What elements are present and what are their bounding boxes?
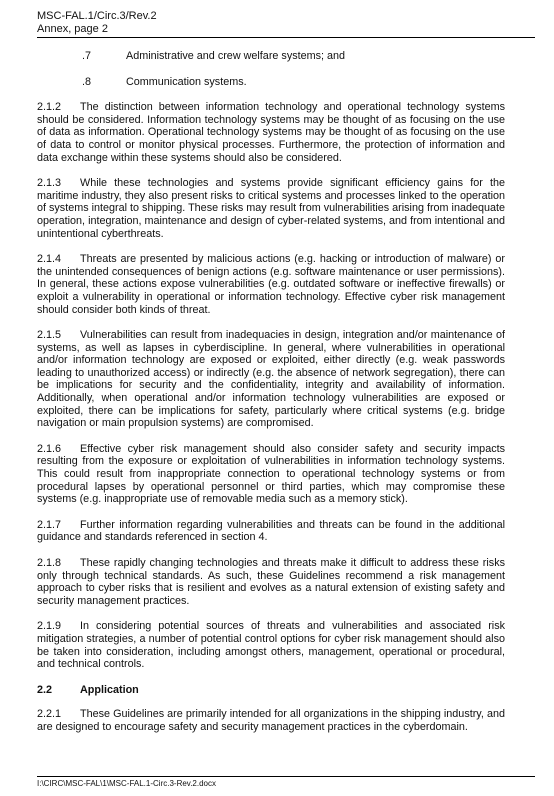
list-item-number: .7 (82, 50, 92, 62)
paragraph-number: 2.1.3 (37, 177, 62, 190)
paragraph-number: 2.2.1 (37, 708, 62, 721)
paragraph-text: These Guidelines are primarily intended for all organizations in the shipping industry, and are designed to encourage safety and security management practices in the cyberdomain. (37, 708, 505, 733)
paragraph-text: The distinction between information technology and operational technology systems should be considered. Information technology systems may be thought of as focusing on the use of data as information. Operational technology systems may be thought of as focusing on the use of data to control or monitor physical processes. Furthermore, the protection of information and data exchange within these systems should also be considered. (37, 101, 505, 164)
section-heading (37, 684, 505, 697)
paragraph-text: These rapidly changing technologies and threats make it difficult to address these risks only through technical standards. As such, these Guidelines recommend a risk management approach to cyber risks that is resilient and evolves as a natural extension of existing safety and security management practices. (37, 557, 505, 607)
list-item-number: .8 (82, 75, 92, 88)
page-label: Annex, page 2 (37, 23, 108, 35)
paragraph-number: 2.1.9 (37, 620, 62, 633)
paragraph (37, 177, 505, 240)
paragraph (37, 557, 505, 607)
paragraph-text: Further information regarding vulnerabilities and threats can be found in the additional guidance and standards referenced in section 4. (37, 518, 505, 544)
paragraph-number: 2.1.7 (37, 518, 62, 531)
page-header (37, 10, 157, 36)
list-item (37, 50, 505, 63)
header-divider (37, 37, 535, 38)
paragraph-number: 2.1.5 (37, 329, 62, 342)
paragraph (37, 253, 505, 316)
paragraph (37, 329, 505, 430)
paragraph-number: 2.1.2 (37, 101, 62, 114)
section-title: Application (80, 683, 139, 696)
list-item-text: Communication systems. (126, 75, 247, 88)
footer-divider (37, 776, 535, 777)
paragraph-number: 2.1.8 (37, 557, 62, 569)
paragraph-text: Vulnerabilities can result from inadequacies in design, integration and/or maintenance of systems, as well as lapses in cyberdiscipline. In general, where vulnerabilities in operational and/or information technology are exposed or exploited, either directly (e.g. weak passwords leading to unauthorized access) or indirectly (e.g. the absence of network segregation), there can be implications for security and the confidentiality, integrity and availability of information. Additionally, when operational and/or information technology vulnerabilities are exposed or exploited, there can be implications for safety, particularly where critical systems (e.g. bridge navigation or main propulsion systems) are compromised. (37, 329, 505, 430)
paragraph (37, 443, 505, 506)
paragraph-number: 2.1.4 (37, 253, 62, 266)
paragraph-text: In considering potential sources of threats and vulnerabilities and associated risk mitigation strategies, a number of potential control options for cyber risk management should also be taken into consideration, including amongst others, management, operational or procedural, and technical controls. (37, 620, 505, 671)
section-number: 2.2 (37, 683, 53, 696)
list-item (37, 76, 505, 89)
paragraph-text: Effective cyber risk management should also consider safety and security impacts resulting from the exposure or exploitation of vulnerabilities in information technology systems. This could result from inappropriate connection to operational technology systems or from procedural lapses by operational personnel or third parties, which may compromise these systems (e.g. inappropriate use of removable media such as a memory stick). (37, 442, 505, 506)
paragraph (37, 708, 505, 733)
document-id: MSC-FAL.1/Circ.3/Rev.2 (37, 10, 157, 22)
paragraph (37, 101, 505, 164)
paragraph (37, 519, 505, 544)
document-body (37, 50, 505, 747)
paragraph-text: Threats are presented by malicious actions (e.g. hacking or introduction of malware) or the unintended consequences of benign actions (e.g. software maintenance or user permissions). In general, these actions expose vulnerabilities (e.g. outdated software or ineffective firewalls) or exploit a vulnerability in operational or information technology. Effective cyber risk management should consider both kinds of threat. (37, 253, 505, 316)
paragraph-text: While these technologies and systems provide significant efficiency gains for the maritime industry, they also present risks to critical systems and processes linked to the operation of systems integral to shipping. These risks may result from vulnerabilities arising from inadequate operation, integration, maintenance and design of cyber-related systems, and from intentional and unintentional cyberthreats. (37, 177, 505, 240)
paragraph (37, 620, 505, 670)
list-item-text: Administrative and crew welfare systems; and (126, 50, 346, 62)
footer-file-path: I:\CIRC\MSC-FAL\1\MSC-FAL.1-Circ.3-Rev.2.docx (37, 779, 216, 788)
paragraph-number: 2.1.6 (37, 442, 62, 455)
